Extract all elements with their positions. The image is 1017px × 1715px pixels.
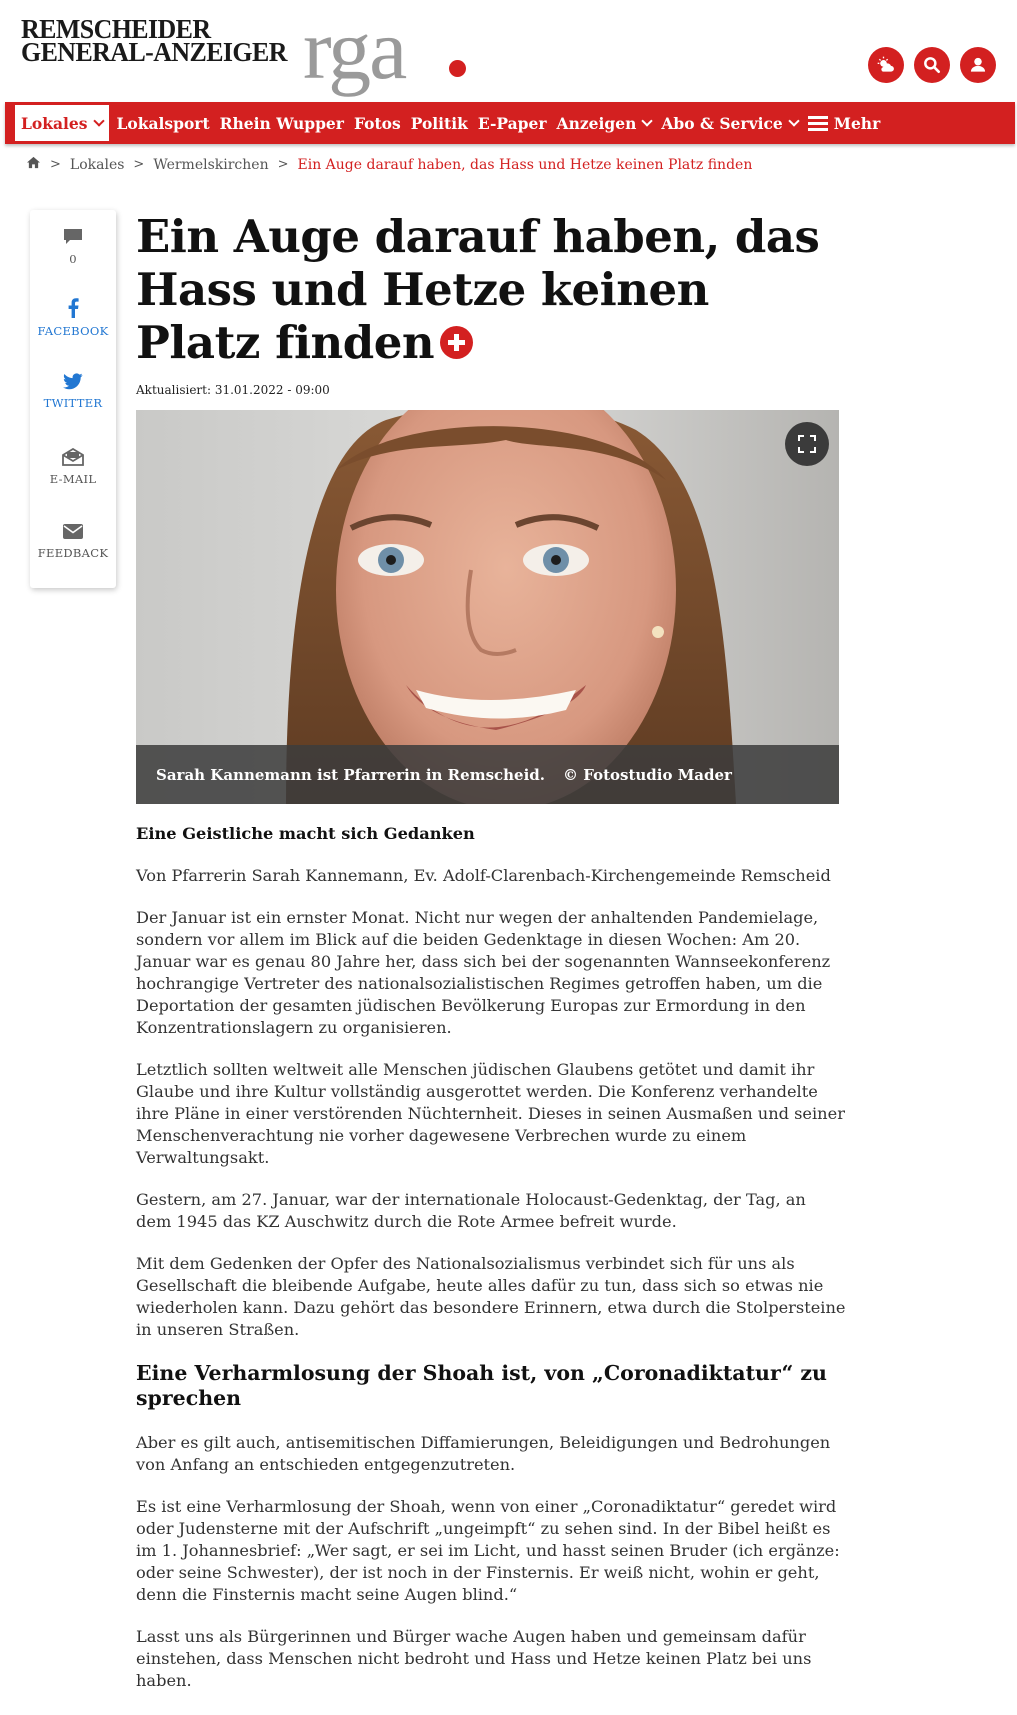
masthead-text <box>21 14 287 67</box>
nav-abo-service[interactable] <box>656 102 802 144</box>
article-body <box>136 823 846 1712</box>
nav-lokales[interactable] <box>15 105 109 141</box>
search-icon[interactable] <box>914 47 950 83</box>
facebook-share-button[interactable] <box>30 298 116 338</box>
nav-lokalsport[interactable]: Lokalsport <box>116 113 210 133</box>
caption-text: Sarah Kannemann ist Pfarrerin in Remscheid. <box>156 765 546 784</box>
header-actions <box>868 47 996 83</box>
comments-button[interactable] <box>30 228 116 266</box>
article-header <box>136 210 839 397</box>
feedback-label: FEEDBACK <box>37 546 109 560</box>
nav-label: Lokales <box>21 113 88 133</box>
home-icon[interactable] <box>26 156 41 173</box>
rga-logo: rga <box>303 1 406 97</box>
article-image[interactable] <box>136 410 839 804</box>
nav-epaper[interactable]: E-Paper <box>477 113 547 133</box>
article-paragraph: Lasst uns als Bürgerinnen und Bürger wache Augen haben und gemeinsam dafür einstehen, dass Menschen nicht bedroht und Hass und Hetze keinen Platz bei uns haben. <box>136 1627 812 1690</box>
share-rail <box>30 210 116 588</box>
image-credit: © Fotostudio Mader <box>563 765 732 784</box>
masthead-line2: GENERAL-ANZEIGER <box>21 37 287 67</box>
image-caption <box>136 745 839 804</box>
article-paragraph: Aber es gilt auch, antisemitischen Diffamierungen, Beleidigungen und Bedrohungen von Anfang an entschieden entgegenzutreten. <box>136 1433 831 1474</box>
nav-rhein-wupper[interactable]: Rhein Wupper <box>219 113 344 133</box>
breadcrumb-separator: > <box>133 157 145 172</box>
masthead-line1: REMSCHEIDER <box>21 14 211 44</box>
twitter-share-button[interactable] <box>30 373 116 410</box>
breadcrumb-wermelskirchen[interactable]: Wermelskirchen <box>153 156 269 173</box>
hamburger-icon <box>808 116 828 131</box>
article-title-text: Ein Auge darauf haben, das Hass und Hetze keinen Platz finden <box>136 210 820 369</box>
nav-label: Abo & Service <box>661 113 783 133</box>
user-icon[interactable] <box>960 47 996 83</box>
article-subheading: Eine Verharmlosung der Shoah ist, von „Coronadiktatur“ zu sprechen <box>136 1361 827 1410</box>
article-paragraph: Es ist eine Verharmlosung der Shoah, wenn von einer „Coronadiktatur“ geredet wird oder Judensterne mit der Aufschrift „ungeimpft“ zu sehen sind. In der Bibel heißt es im 1. Johannesbrief: „Wer sagt, er sei im Licht, und hasst seinen Bruder (ich ergänze: oder seine Schwester), der ist noch in der Finsternis. Er weiß nicht, wohin er geht, denn die Finsternis macht seine Augen blind.“ <box>136 1497 840 1604</box>
facebook-label: FACEBOOK <box>37 324 109 338</box>
chevron-down-icon <box>788 115 799 126</box>
email-share-button[interactable] <box>30 448 116 486</box>
breadcrumb-lokales[interactable]: Lokales <box>69 156 125 173</box>
breadcrumb-separator: > <box>50 157 61 172</box>
nav-label: Mehr <box>833 113 881 133</box>
envelope-open-icon <box>62 448 84 466</box>
chevron-down-icon <box>642 115 653 126</box>
expand-icon[interactable] <box>785 422 829 466</box>
article-paragraph: Letztlich sollten weltweit alle Menschen jüdischen Glaubens getötet und damit ihr Glaube und ihre Kultur vollständig ausgerottet werden. Die Konferenz verhandelte ihre Pläne in einer verstörenden Nüchternheit. Dieses in seinen Ausmaßen und seiner Menschenverachtung nie vorher dagewesene Verbrechen wurde zu einem Verwaltungsakt. <box>136 1060 845 1167</box>
weather-icon[interactable] <box>868 47 904 83</box>
comment-icon <box>63 228 83 246</box>
article-paragraph: Mit dem Gedenken der Opfer des Nationalsozialismus verbindet sich für uns als Gesellschaft die bleibende Aufgabe, heute alles dafür zu tun, dass sich so etwas nie wiederholen kann. Dazu gehört das besondere Erinnern, etwa durch die Stolpersteine in unseren Straßen. <box>136 1254 846 1339</box>
feedback-button[interactable] <box>30 523 116 560</box>
logo-dot <box>449 60 466 77</box>
article-paragraph: Gestern, am 27. Januar, war der internationale Holocaust-Gedenktag, der Tag, an dem 1945 das KZ Auschwitz durch die Rote Armee befreit wurde. <box>136 1190 806 1231</box>
nav-fotos[interactable]: Fotos <box>353 113 401 133</box>
nav-mehr[interactable] <box>803 102 885 144</box>
article-paragraph: Der Januar ist ein ernster Monat. Nicht nur wegen der anhaltenden Pandemielage, sondern vor allem im Blick auf die beiden Gedenktage in diesen Wochen: Am 20. Januar war es genau 80 Jahre her, dass sich bei der sogenannten Wannseekonferenz hochrangige Vertreter des nationalsozialistischen Regimes getroffen haben, um die Deportation der gesamten jüdischen Bevölkerung Europas zur Ermordung in den Konzentrationslagern zu organisieren. <box>136 908 831 1037</box>
comments-count: 0 <box>69 252 77 266</box>
email-label: E-MAIL <box>49 472 97 486</box>
article-title <box>136 210 839 369</box>
twitter-icon <box>63 373 83 390</box>
breadcrumb-current: Ein Auge darauf haben, das Hass und Hetze keinen Platz finden <box>297 156 753 173</box>
nav-politik[interactable]: Politik <box>410 113 468 133</box>
updated-timestamp: Aktualisiert: 31.01.2022 - 09:00 <box>136 383 330 397</box>
nav-label: Anzeigen <box>556 113 637 133</box>
chevron-down-icon <box>93 115 104 126</box>
twitter-label: TWITTER <box>43 396 103 410</box>
nav-anzeigen[interactable] <box>552 102 657 144</box>
breadcrumb <box>26 156 752 173</box>
masthead-logo[interactable] <box>21 1 441 97</box>
article-paragraph: Von Pfarrerin Sarah Kannemann, Ev. Adolf-Clarenbach-Kirchengemeinde Remscheid <box>136 866 831 885</box>
plus-badge-icon <box>440 326 473 359</box>
article-lead: Eine Geistliche macht sich Gedanken <box>136 824 475 843</box>
envelope-icon <box>62 523 84 540</box>
facebook-icon <box>67 298 79 318</box>
breadcrumb-separator: > <box>277 157 289 172</box>
main-nav <box>5 102 1015 144</box>
